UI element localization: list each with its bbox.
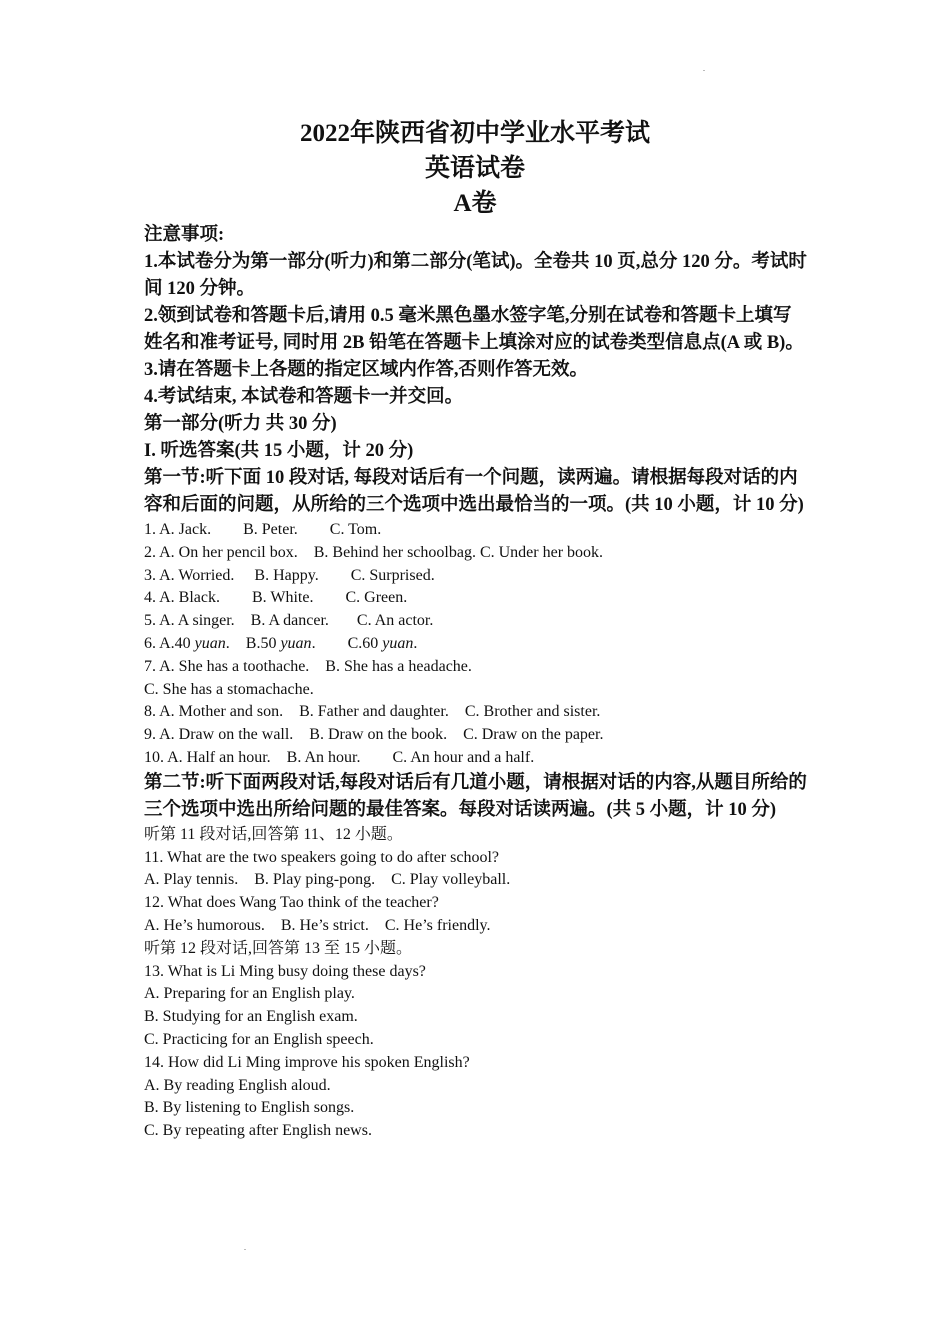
- question-13-option-b: B. Studying for an English exam.: [144, 1008, 358, 1026]
- question-7-line-2: C. She has a stomachache.: [144, 680, 314, 698]
- section-title: I. 听选答案(共 15 小题，计 20 分): [144, 441, 414, 461]
- dialogue-12-intro: 听第 12 段对话,回答第 13 至 15 小题。: [144, 939, 413, 957]
- question-12: 12. What does Wang Tao think of the teacher?: [144, 894, 439, 912]
- q6-a-suffix: .: [225, 634, 246, 652]
- question-13-option-c: C. Practicing for an English speech.: [144, 1030, 374, 1048]
- scan-mark-top: [703, 70, 705, 71]
- question-8: 8. A. Mother and son. B. Father and daughter. C. Brother and sister.: [144, 703, 601, 721]
- q6-c-prefix: C.60: [347, 634, 383, 652]
- exam-body: [144, 222, 808, 1143]
- q6-c-unit: yuan: [382, 634, 414, 652]
- question-9: 9. A. Draw on the wall. B. Draw on the book. C. Draw on the paper.: [144, 726, 604, 744]
- q6-b-prefix: B.50: [245, 634, 281, 652]
- sub2-instructions: 第二节:听下面两段对话,每段对话后有几道小题，请根据对话的内容,从题目所给的三个选项中选出所给问题的最佳答案。每段对话读两遍。(共 5 小题，计 10 分): [144, 772, 807, 820]
- question-6: [144, 633, 808, 656]
- question-4: 4. A. Black. B. White. C. Green.: [144, 589, 408, 607]
- question-14-option-a: A. By reading English aloud.: [144, 1076, 331, 1094]
- dialogue-11-intro: 听第 11 段对话,回答第 11、12 小题。: [144, 825, 403, 843]
- exam-subject: 英语试卷: [424, 155, 525, 182]
- q6-b-unit: yuan: [280, 634, 312, 652]
- question-3: 3. A. Worried. B. Happy. C. Surprised.: [144, 566, 435, 584]
- note-item-4: 4.考试结束, 本试卷和答题卡一并交回。: [144, 387, 464, 407]
- part1-heading: 第一部分(听力 共 30 分): [144, 414, 337, 434]
- question-5: 5. A. A singer. B. A dancer. C. An actor.: [144, 612, 434, 630]
- note-item-2: 2.领到试卷和答题卡后,请用 0.5 毫米黑色墨水签字笔,分别在试卷和答题卡上填写姓名和准考证号, 同时用 2B 铅笔在答题卡上填涂对应的试卷类型信息点(A 或 B)。: [144, 306, 804, 353]
- question-14: 14. How did Li Ming improve his spoken English?: [144, 1053, 470, 1071]
- question-2: 2. A. On her pencil box. B. Behind her schoolbag. C. Under her book.: [144, 543, 604, 561]
- exam-title: 2022年陕西省初中学业水平考试: [299, 120, 650, 147]
- q6-a-prefix: 6. A.40: [144, 634, 195, 652]
- question-13-option-a: A. Preparing for an English play.: [144, 985, 355, 1003]
- note-item-1: 1.本试卷分为第一部分(听力)和第二部分(笔试)。全卷共 10 页,总分 120 分。考试时间 120 分钟。: [144, 252, 807, 299]
- question-14-option-c: C. By repeating after English news.: [144, 1122, 372, 1140]
- question-11: 11. What are the two speakers going to do after school?: [144, 848, 499, 866]
- question-11-options: A. Play tennis. B. Play ping-pong. C. Play volleyball.: [144, 871, 511, 889]
- question-10: 10. A. Half an hour. B. An hour. C. An hour and a half.: [144, 748, 535, 766]
- question-12-options: A. He’s humorous. B. He’s strict. C. He’s friendly.: [144, 916, 491, 934]
- question-7-line-1: 7. A. She has a toothache. B. She has a headache.: [144, 657, 472, 675]
- scan-mark-bottom: [244, 1249, 246, 1250]
- paper-version: A卷: [453, 190, 497, 217]
- question-1: 1. A. Jack. B. Peter. C. Tom.: [144, 521, 382, 538]
- note-item-3: 3.请在答题卡上各题的指定区域内作答,否则作答无效。: [144, 360, 589, 380]
- q6-c-suffix: .: [413, 634, 418, 652]
- sub1-instructions: 第一节:听下面 10 段对话, 每段对话后有一个问题，读两遍。请根据每段对话的内容和后面的问题，从所给的三个选项中选出最恰当的一项。(共 10 小题，计 10 分): [144, 468, 804, 515]
- notes-heading: 注意事项:: [144, 225, 225, 245]
- question-13: 13. What is Li Ming busy doing these days?: [144, 962, 426, 980]
- exam-header: [0, 116, 950, 221]
- q6-b-suffix: .: [311, 634, 348, 652]
- q6-a-unit: yuan: [194, 634, 226, 652]
- question-14-option-b: B. By listening to English songs.: [144, 1099, 355, 1117]
